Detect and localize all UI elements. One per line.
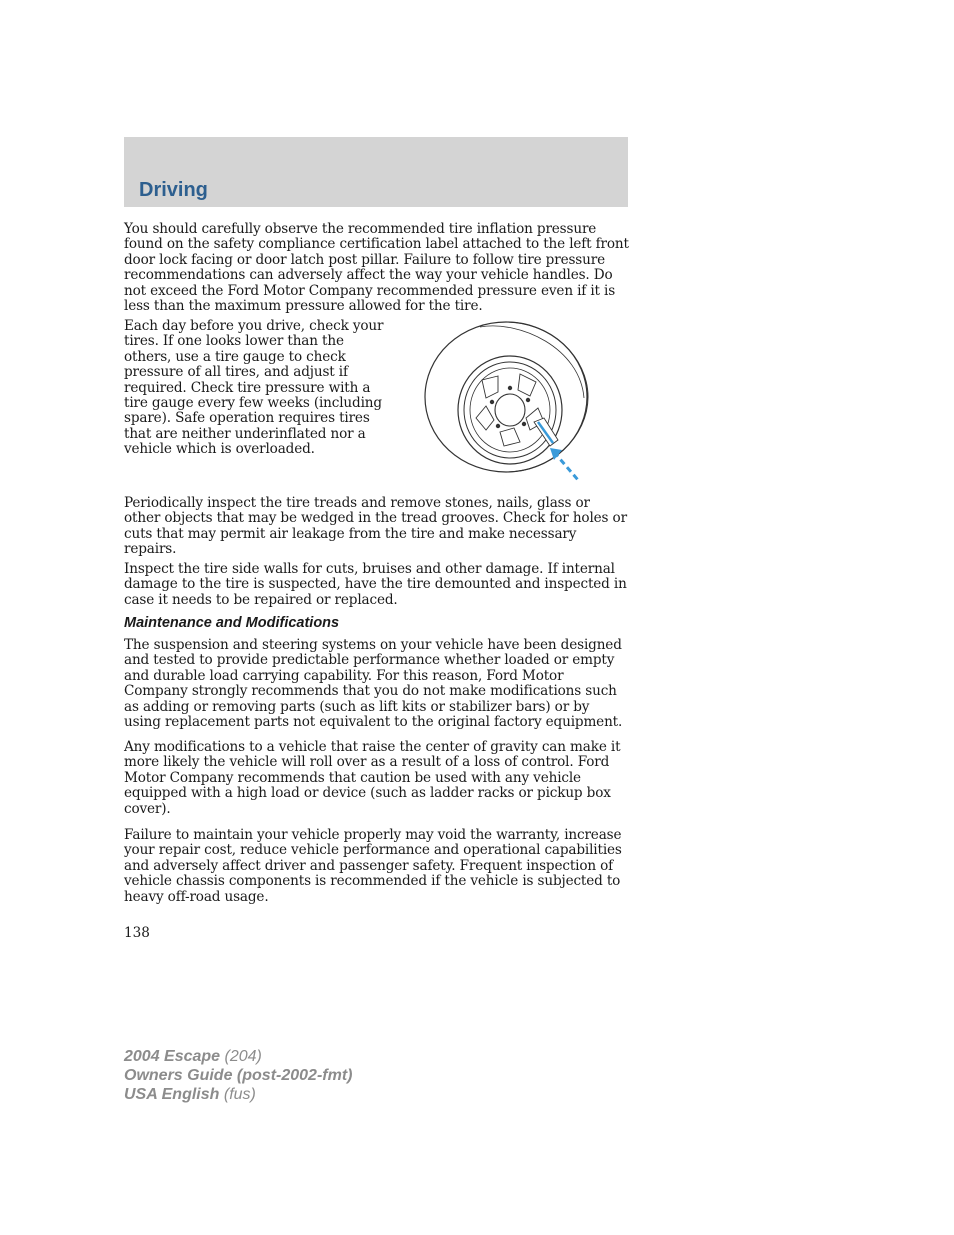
sidewall-inspection-paragraph: Inspect the tire side walls for cuts, bruises and other damage. If internal damage to the tire is suspected, have the tire demounted and inspected in case it needs to be repaired or replaced. xyxy=(124,561,627,608)
tire-inflation-paragraph: You should carefully observe the recommended tire inflation pressure found on the safety compliance certification label attached to the left front door lock facing or door latch post pillar. Failure to follow tire pressure recommendations can adversely affect the way your vehicle handles. Do not exceed the Ford Motor Company recommended pressure even if it is less than the maximum pressure allowed for the tire. xyxy=(124,221,629,315)
maintenance-subheading: Maintenance and Modifications xyxy=(124,615,340,631)
suspension-paragraph: The suspension and steering systems on your vehicle have been designed and tested to provide predictable performance whether loaded or empty and durable load carrying capability. For this reason, Ford Motor Company strongly recommends that you do not make modifications such as adding or removing parts (such as lift kits or stabilizer bars) or by using replacement parts not equivalent to the original factory equipment. xyxy=(124,637,623,731)
tire-pressure-gauge-icon xyxy=(420,318,592,484)
document-footer xyxy=(124,1047,352,1104)
tread-inspection-paragraph: Periodically inspect the tire treads and remove stones, nails, glass or other objects that may be wedged in the tread grooves. Check for holes or cuts that may permit air leakage from the tire and make necessary repairs. xyxy=(124,495,627,558)
page-number: 138 xyxy=(124,925,150,941)
footer-model-line: 2004 Escape (204) xyxy=(124,1048,262,1065)
section-title: Driving xyxy=(139,179,208,201)
section-header-band xyxy=(124,137,628,207)
maintenance-warranty-paragraph: Failure to maintain your vehicle properly may void the warranty, increase your repair cost, reduce vehicle performance and operational capabilities and adversely affect driver and passenger safety. Frequent inspection of vehicle chassis components is recommended if the vehicle is subjected to heavy off-road usage. xyxy=(124,827,622,905)
footer-language-line: USA English (fus) xyxy=(124,1086,256,1103)
daily-check-paragraph: Each day before you drive, check your tires. If one looks lower than the others, use a tire gauge to check pressure of all tires, and adjust if required. Check tire pressure with a tire gauge every few weeks (including spare). Safe operation requires tires that are neither underinflated nor a vehicle which is overloaded. xyxy=(124,318,384,458)
footer-guide-line: Owners Guide (post-2002-fmt) xyxy=(124,1067,353,1084)
center-of-gravity-paragraph: Any modifications to a vehicle that raise the center of gravity can make it more likely the vehicle will roll over as a result of a loss of control. Ford Motor Company recommends that caution be used with any vehicle equipped with a high load or device (such as ladder racks or pickup box cover). xyxy=(124,739,621,817)
